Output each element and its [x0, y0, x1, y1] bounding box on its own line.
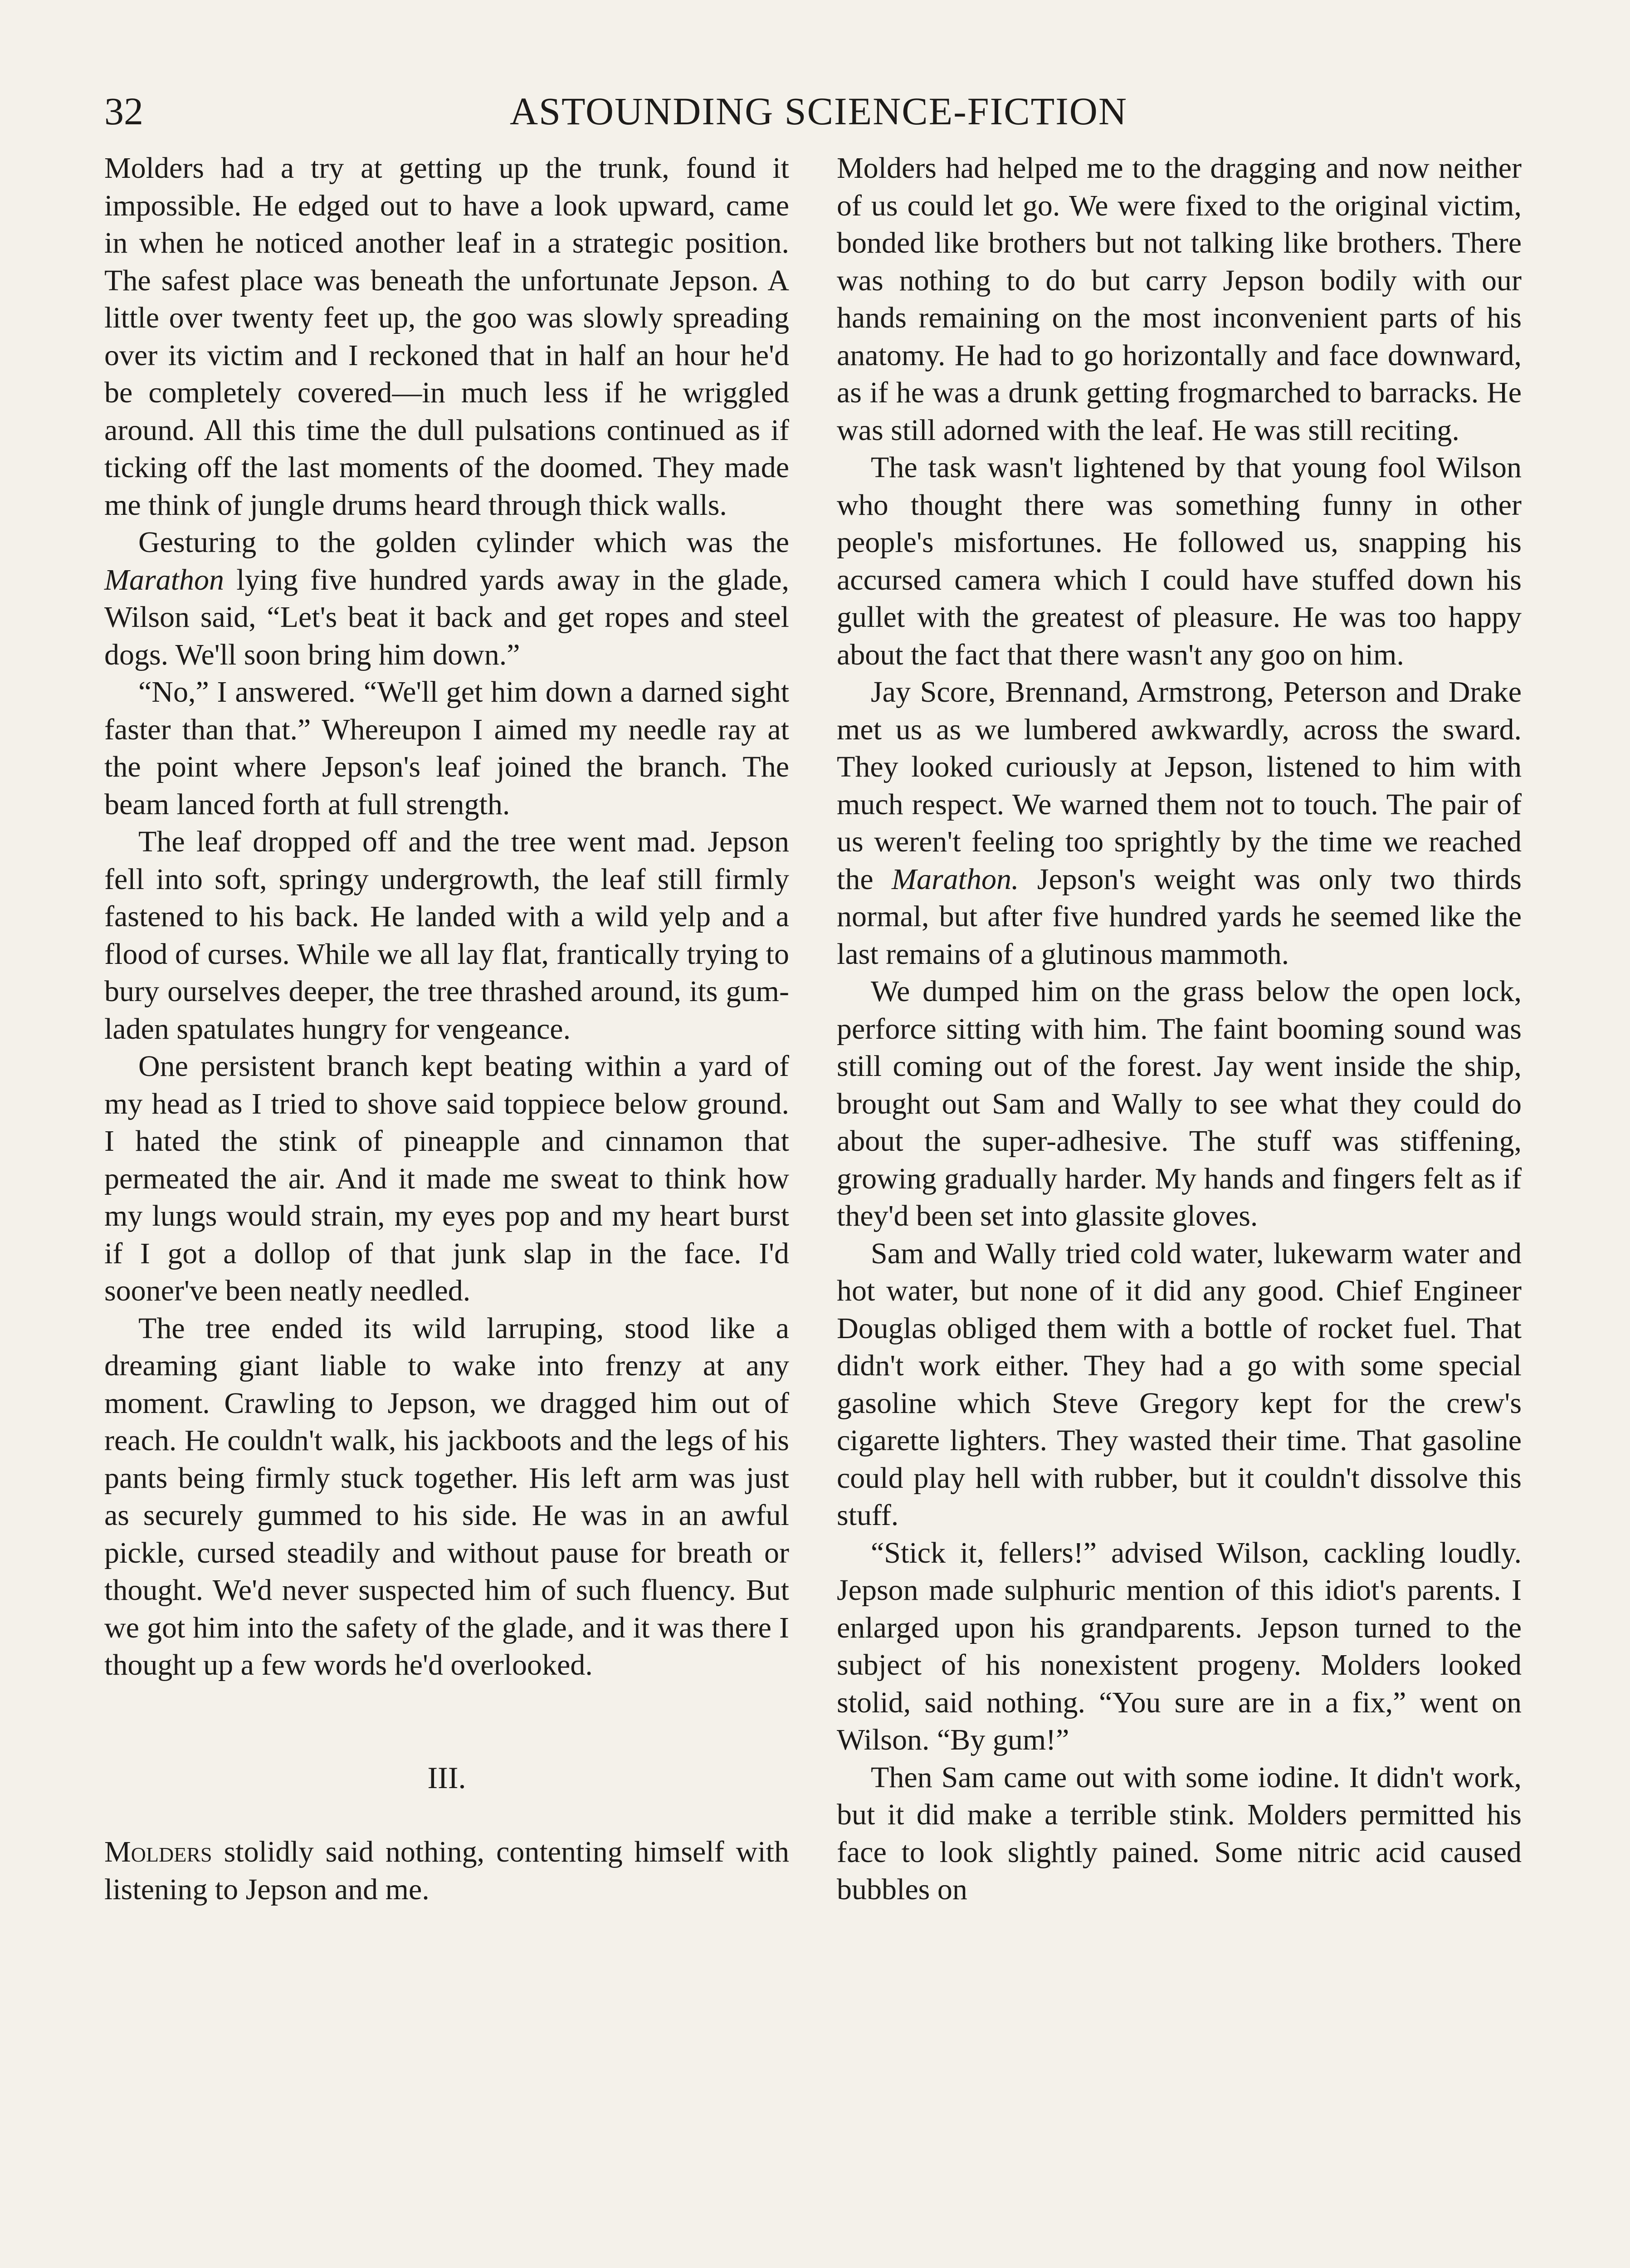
- paragraph: We dumped him on the grass below the open lock, perforce sitting with him. The faint booming sound was still coming out of the forest. Jay went inside the ship, brought out Sam and Wally to see what they could do about the super-adhesive. The stuff was stiffening, growing gradually harder. My hands and fingers felt as if they'd been set into glassite gloves.: [837, 975, 1522, 1232]
- paragraph: Then Sam came out with some iodine. It didn't work, but it did make a terrible stink. Molders permitted his face to look slightly pained. Some nitric acid caused bubbles on: [837, 1760, 1522, 1906]
- right-column: [837, 150, 1522, 1909]
- section-heading: III.: [427, 1760, 466, 1795]
- paragraph: One persistent branch kept beating within a yard of my head as I tried to shove said toppiece below ground. I hated the stink of pineapple and cinnamon that permeated the air. And it made me sweat to think how my lungs would strain, my eyes pop and my heart burst if I got a dollop of that junk slap in the face. I'd sooner've been neatly needled.: [104, 1050, 789, 1307]
- running-title: ASTOUNDING SCIENCE-FICTION: [510, 89, 1127, 133]
- page-header: [104, 86, 1533, 136]
- paragraph: Molders stolidly said nothing, contenting himself with listening to Jepson and me.: [104, 1835, 789, 1906]
- paragraph: Molders had a try at getting up the trunk, found it impossible. He edged out to have a look upward, came in when he noticed another leaf in a strategic position. The safest place was beneath the unfortunate Jepson. A little over twenty feet up, the goo was slowly spreading over its victim and I reckoned that in half an hour he'd be completely covered—in much less if he wriggled around. All this time the dull pulsations continued as if ticking off the last moments of the doomed. They made me think of jungle drums heard through thick walls.: [104, 152, 789, 522]
- paragraph: Sam and Wally tried cold water, lukewarm water and hot water, but none of it did any good. Chief Engineer Douglas obliged them with a bottle of rocket fuel. That didn't work either. They had a go with some special gasoline which Steve Gregory kept for the crew's cigarette lighters. They wasted their time. That gasoline could play hell with rubber, but it couldn't dissolve this stuff.: [837, 1237, 1522, 1532]
- paragraph: The tree ended its wild larruping, stood like a dreaming giant liable to wake into frenzy at any moment. Crawling to Jepson, we dragged him out of reach. He couldn't walk, his jackboots and the legs of his pants being firmly stuck together. His left arm was just as securely gummed to his side. He was in an awful pickle, cursed steadily and without pause for breath or thought. We'd never suspected him of such fluency. But we got him into the safety of the glade, and it was there I thought up a few words he'd overlooked.: [104, 1311, 789, 1681]
- paragraph: “Stick it, fellers!” advised Wilson, cackling loudly. Jepson made sulphuric mention of this idiot's parents. I enlarged upon his grandparents. Jepson turned to the subject of his nonexistent progeny. Molders looked stolid, said nothing. “You sure are in a fix,” went on Wilson. “By gum!”: [837, 1536, 1522, 1756]
- page-number: 32: [104, 89, 143, 133]
- ship-name: Marathon: [104, 563, 224, 596]
- ship-name: Marathon.: [892, 862, 1019, 896]
- left-column: [104, 150, 789, 1908]
- paragraph: The task wasn't lightened by that young fool Wilson who thought there was something funny in other people's misfortunes. He followed us, snapping his accursed camera which I could have stuffed down his gullet with the greatest of pleasure. He was too happy about the fact that there wasn't any goo on him.: [837, 451, 1522, 671]
- paragraph: Jay Score, Brennand, Armstrong, Peterson and Drake met us as we lumbered awkwardly, across the sward. They looked curiously at Jepson, listened to him with much respect. We warned them not to touch. The pair of us weren't feeling too sprightly by the time we reached the Marathon. Jepson's weight was only two thirds normal, but after five hundred yards he seemed like the last remains of a glutinous mammoth.: [837, 675, 1522, 971]
- paragraph: “No,” I answered. “We'll get him down a darned sight faster than that.” Whereupon I aimed my needle ray at the point where Jepson's leaf joined the branch. The beam lanced forth at full strength.: [104, 675, 789, 821]
- small-caps-lead: Molders: [104, 1835, 212, 1868]
- paragraph: Gesturing to the golden cylinder which was the Marathon lying five hundred yards away in the glade, Wilson said, “Let's beat it back and get ropes and steel dogs. We'll soon bring him down.”: [104, 526, 789, 671]
- paragraph: The leaf dropped off and the tree went mad. Jepson fell into soft, springy undergrowth, the leaf still firmly fastened to his back. He landed with a wild yelp and a flood of curses. While we all lay flat, frantically trying to bury ourselves deeper, the tree thrashed around, its gum-laden spatulates hungry for vengeance.: [104, 825, 789, 1046]
- paragraph: Molders had helped me to the dragging and now neither of us could let go. We were fixed to the original victim, bonded like brothers but not talking like brothers. There was nothing to do but carry Jepson bodily with our hands remaining on the most inconvenient parts of his anatomy. He had to go horizontally and face downward, as if he was a drunk getting frogmarched to barracks. He was still adorned with the leaf. He was still reciting.: [837, 152, 1522, 447]
